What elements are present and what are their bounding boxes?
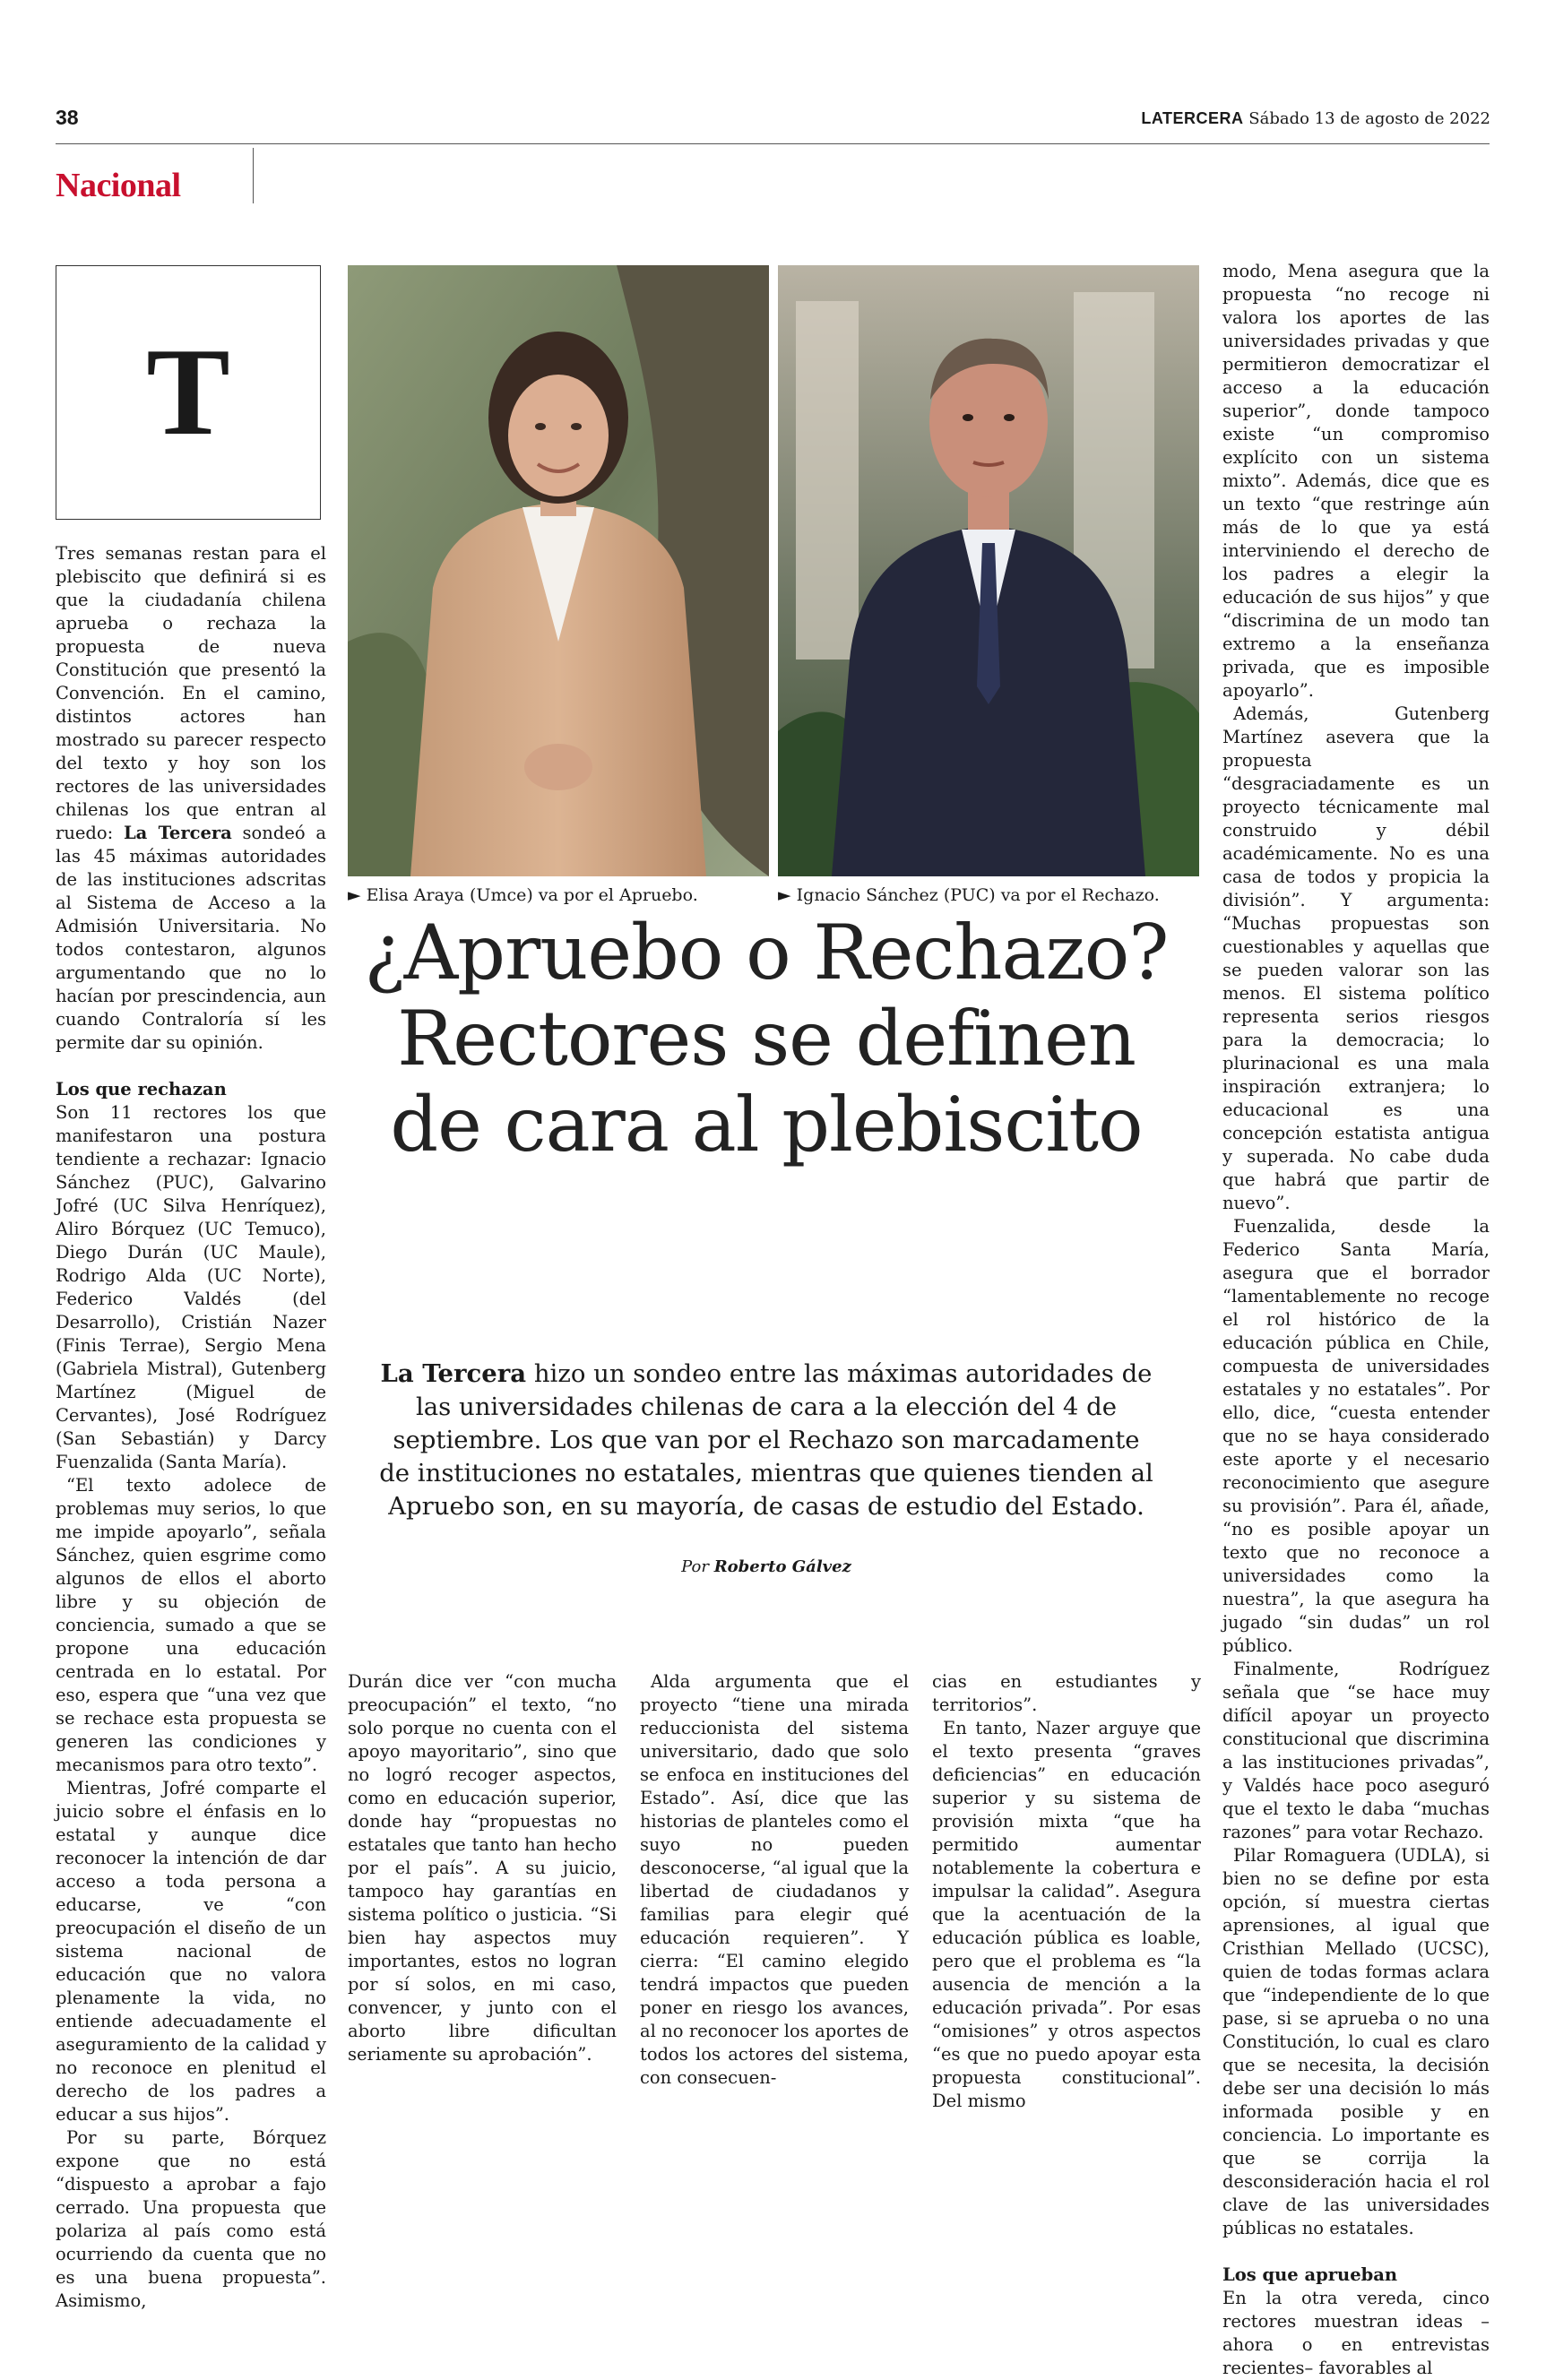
portrait-man-illustration xyxy=(778,265,1199,876)
brand-name: LATERCERA xyxy=(1141,109,1244,127)
caption-photo-1: ► Elisa Araya (Umce) va por el Apruebo. xyxy=(348,885,698,905)
page-number: 38 xyxy=(56,106,79,129)
section-divider xyxy=(253,148,254,203)
column-3 xyxy=(640,1670,909,2090)
paragraph: Pilar Romaguera (UDLA), si bien no se define por esta opción, sí muestra ciertas aprensiones, al igual que Cristhian Mellado (UCSC), quien de todas formas aclara que “independiente de lo que pase, si se aprueba o no una Constitución, lo cual es claro que se necesita, la decisión debe ser una decisión lo más informada posible y en conciencia. Lo importante es que se corrija la desconsideración hacia el rol clave de las universidades públicas no estatales. xyxy=(1222,1845,1490,2238)
paragraph: Son 11 rectores los que manifestaron una postura tendiente a rechazar: Ignacio Sánchez (PUC), Galvarino Jofré (UC Silva Henríquez), Aliro Bórquez (UC Temuco), Diego Durán (UC Maule), Rodrigo Alda (UC Norte), Federico Valdés (del Desarrollo), Cristián Nazer (Finis Terrae), Sergio Mena (Gabriela Mistral), Gutenberg Martínez (Miguel de Cervantes), José Rodríguez (San Sebastián) y Darcy Fuenzalida (Santa María). xyxy=(56,1102,326,1472)
byline xyxy=(341,1557,1192,1576)
paragraph: En la otra vereda, cinco rectores muestran ideas –ahora o en entrevistas recientes– favorables al xyxy=(1222,2288,1490,2378)
photo-ignacio-sanchez xyxy=(778,265,1199,876)
paragraph: Durán dice ver “con mucha preocupación” el texto, “no solo porque no cuenta con el apoyo mayoritario”, sino que no logró recoger aspectos, como en educación superior, donde hay “propuestas no estatales que tanto han hecho por el país”. A su juicio, tampoco hay garantías en sistema político o justicia. “Si bien hay aspectos muy importantes, estos no logran por sí solos, en mi caso, convencer, y junto con el aborto libre dificultan seriamente su aprobación”. xyxy=(348,1671,617,2065)
column-1 xyxy=(56,542,326,2313)
paragraph: Mientras, Jofré comparte el juicio sobre el énfasis en lo estatal y aunque dice reconocer la intención de dar acceso a toda persona a educarse, ve “con preocupación el diseño de un sistema nacional de educación que no valora plenamente la vida, no entiende adecuadamente el aseguramiento de la calidad y no reconoce en plenitud el derecho de los padres a educar a sus hijos”. xyxy=(56,1778,326,2125)
paragraph: Además, Gutenberg Martínez asevera que la propuesta “desgraciadamente es un proyecto técnicamente mal construido y débil académicamente. No es una casa de todos y propicia la división”. Y argumenta: “Muchas propuestas son cuestionables y aquellas que se pueden valorar son las menos. El sistema político representa serios riesgos para la democracia; lo plurinacional es una mala inspiración extranjera; lo educacional es una concepción estatista antigua y superada. No cabe duda que habrá que partir de nuevo”. xyxy=(1222,703,1490,1213)
portrait-woman-illustration xyxy=(348,265,769,876)
headline: ¿Apruebo o Rechazo? Rectores se definen de cara al plebiscito xyxy=(364,909,1169,1168)
paragraph: modo, Mena asegura que la propuesta “no recoge ni valora los aportes de las universidades privadas y que permitieron democratizar el acceso a la educación superior”, donde tampoco existe “un compromiso explícito con un sistema mixto”. Además, dice que es un texto “que restringe aún más de lo que ya está interviniendo el derecho de los padres a elegir la educación de sus hijos” y que “discrimina de un modo tan extremo a la enseñanza privada, que es imposible apoyarlo”. xyxy=(1222,261,1490,701)
newspaper-name: La Tercera xyxy=(123,823,232,843)
header-rule xyxy=(56,143,1490,144)
dek-text: hizo un sondeo entre las máximas autoridades de las universidades chilenas de cara a la elección del 4 de septiembre. Los que van por el Rechazo son marcadamente de instituciones no estatales, mientras que quienes tienden al Apruebo son, en su mayoría, de casas de estudio del Estado. xyxy=(379,1359,1153,1521)
subhead-aprueban: Los que aprueban xyxy=(1222,2264,1398,2285)
column-5 xyxy=(1222,260,1490,2380)
column-2 xyxy=(348,1670,617,2066)
intro-text: Tres semanas restan para el plebiscito que definirá si es que la ciudadanía chilena aprueba o rechaza la propuesta de nueva Constitución que presentó la Convención. En el camino, distintos actores han mostrado su parecer respecto del texto y hoy son los rectores de las universidades chilenas los que entran al ruedo: xyxy=(56,543,326,843)
paragraph: Finalmente, Rodríguez señala que “se hace muy difícil apoyar un proyecto constitucional que discrimina a las instituciones privadas”, y Valdés hace poco aseguró que el texto le daba “muchas razones” para votar Rechazo. xyxy=(1222,1659,1490,1842)
paragraph: Alda argumenta que el proyecto “tiene una mirada reduccionista del sistema universitario, dado que solo se enfoca en instituciones del Estado”. Así, dice que las historias de planteles como el suyo no pueden desconocerse, “al igual que la libertad de ciudadanos y familias para elegir qué educación requieren”. Y cierra: “El camino elegido tendrá impactos que pueden poner en riesgo los avances, al no reconocer los aportes de todos los actores del sistema, con consecuen- xyxy=(640,1671,909,2088)
dropcap-box xyxy=(56,265,321,520)
paragraph: Fuenzalida, desde la Federico Santa María, asegura que el borrador “lamentablemente no recoge el rol histórico de la educación pública en Chile, compuesta de universidades estatales y no estatales”. Por ello, dice, “cuesta entender que no se haya considerado este aporte y el necesario reconocimiento que asegure su provisión”. Para él, añade, “no es posible apoyar un texto que no reconoce a universidades como la nuestra”, la que asegura ha jugado “sin dudas” un rol público. xyxy=(1222,1216,1490,1656)
dropcap: T xyxy=(146,323,230,461)
masthead xyxy=(1141,109,1490,128)
paragraph: Por su parte, Bórquez expone que no está “dispuesto a aprobar a fajo cerrado. Una propuesta que polariza al país como está ocurriendo da cuenta que no es una buena propuesta”. Asimismo, xyxy=(56,2127,326,2311)
column-4 xyxy=(932,1670,1201,2113)
issue-date: Sábado 13 de agosto de 2022 xyxy=(1248,109,1490,128)
intro-text-end: sondeó a las 45 máximas autoridades de las instituciones adscritas al Sistema de Acceso a la Admisión Universitaria. No todos contestaron, algunos argumentando que no lo hacían por prescindencia, aun cuando Contraloría sí les permite dar su opinión. xyxy=(56,823,326,1053)
paragraph: En tanto, Nazer arguye que el texto presenta “graves deficiencias” en educación superior y su sistema de provisión mixta “que ha permitido aumentar notablemente la cobertura e impulsar la calidad”. Asegura que la acentuación de la educación pública es loable, pero que el problema es “la ausencia de mención a la educación privada”. Por esas “omisiones” y otros aspectos “es que no puedo apoyar esta propuesta constitucional”. Del mismo xyxy=(932,1718,1201,2111)
caption-photo-2: ► Ignacio Sánchez (PUC) va por el Rechazo. xyxy=(778,885,1160,905)
byline-prefix: Por xyxy=(681,1557,714,1576)
section-title: Nacional xyxy=(56,167,181,204)
paragraph: “El texto adolece de problemas muy serios, lo que me impide apoyarlo”, señala Sánchez, quien esgrime como algunos de ellos el aborto libre y su objeción de conciencia, sumado a que se propone una educación centrada en lo estatal. Por eso, espera que “una vez que se rechace esta propuesta se generen las condiciones y mecanismos para otro texto”. xyxy=(56,1475,326,1775)
intro-paragraph xyxy=(56,542,326,1055)
dek xyxy=(376,1358,1156,1523)
photo-elisa-araya xyxy=(348,265,769,876)
dek-newspaper-name: La Tercera xyxy=(380,1359,527,1388)
subhead-rechazan: Los que rechazan xyxy=(56,1079,227,1099)
paragraph: cias en estudiantes y territorios”. xyxy=(932,1671,1201,1715)
byline-author: Roberto Gálvez xyxy=(713,1557,851,1576)
